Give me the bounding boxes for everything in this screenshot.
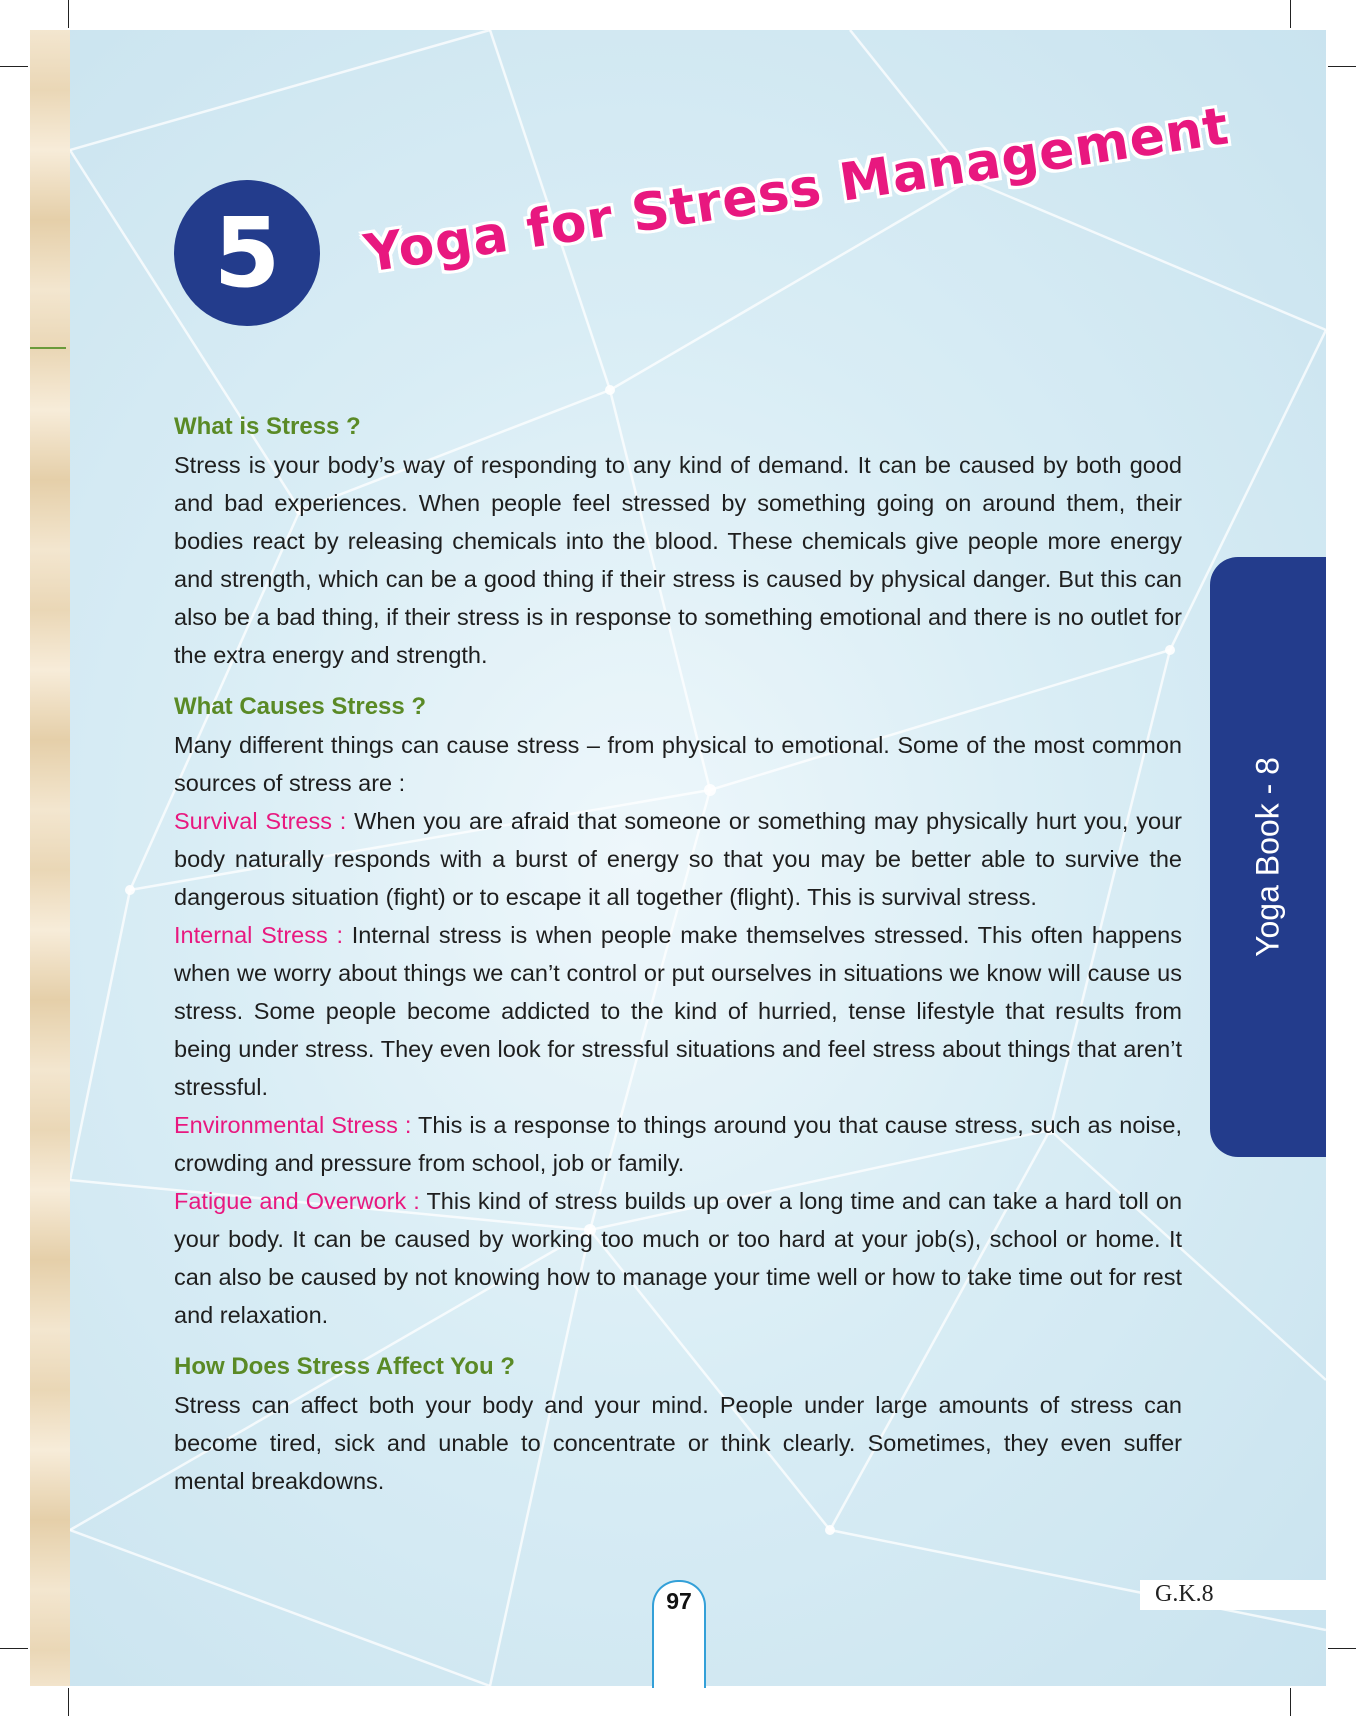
crop-mark xyxy=(1328,1648,1356,1649)
cause-item-fatigue xyxy=(174,1182,1182,1334)
paragraph-how-stress-affects: Stress can affect both your body and your mind. People under large amounts of stress can become tired, sick and unable to concentrate or think clearly. Sometimes, they even suffer mental breakdowns. xyxy=(174,1392,1182,1494)
heading-what-is-stress: What is Stress ? xyxy=(174,413,361,440)
wood-margin-strip xyxy=(30,30,70,1686)
cause-item-internal xyxy=(174,916,1182,1106)
cause-term: Environmental Stress : xyxy=(174,1112,412,1138)
crop-mark xyxy=(0,66,28,67)
chapter-number: 5 xyxy=(213,197,281,309)
cause-text: Internal stress is when people make themselves stressed. This often happens when we worry about things we can’t control or put ourselves in situations we know will cause us stress. Some people become addicted to the kind of hurried, tense lifestyle that results from being under stress. They even look for stressful situations and feel stress about things that aren’t stressful. xyxy=(174,922,1182,1100)
cause-text: When you are afraid that someone or something may physically hurt you, your body naturally responds with a burst of energy so that you may be better able to survive the dangerous situation (fight) or to escape it all together (flight). This is survival stress. xyxy=(174,808,1182,910)
margin-rule xyxy=(30,347,66,349)
side-tab-label: Yoga Book - 8 xyxy=(1249,757,1286,957)
crop-mark xyxy=(68,1688,69,1716)
chapter-title: Yoga for Stress Management xyxy=(360,96,1233,285)
heading-how-stress-affects: How Does Stress Affect You ? xyxy=(174,1353,515,1380)
paragraph-what-is-stress: Stress is your body’s way of responding to any kind of demand. It can be caused by both good and bad experiences. When people feel stressed by something going on around them, their bodies react by releasing chemicals into the blood. These chemicals give people more energy and strength, which can be a good thing if their stress is caused by physical danger. But this can also be a bad thing, if their stress is in response to something emotional and there is no outlet for the extra energy and strength. xyxy=(174,452,1182,668)
cause-term: Fatigue and Overwork : xyxy=(174,1188,420,1214)
book-code: G.K.8 xyxy=(1155,1581,1214,1607)
cause-text: This is a response to things around you that cause stress, such as noise, crowding and pressure from school, job or family. xyxy=(174,1112,1182,1176)
crop-mark xyxy=(68,0,69,28)
cause-item-environmental xyxy=(174,1106,1182,1182)
chapter-number-badge xyxy=(174,180,320,326)
cause-item-survival xyxy=(174,802,1182,916)
cause-term: Survival Stress : xyxy=(174,808,347,834)
cause-term: Internal Stress : xyxy=(174,922,343,948)
crop-mark xyxy=(0,1648,28,1649)
crop-mark xyxy=(1290,1688,1291,1716)
crop-mark xyxy=(1290,0,1291,28)
crop-mark xyxy=(1328,66,1356,67)
page-content xyxy=(174,408,1182,1500)
cause-text: This kind of stress builds up over a long time and can take a hard toll on your body. It can be caused by working too much or too hard at your job(s), school or home. It can also be caused by not knowing how to manage your time well or how to take time out for rest and relaxation. xyxy=(174,1188,1183,1328)
heading-what-causes-stress: What Causes Stress ? xyxy=(174,693,427,720)
paragraph-causes-intro: Many different things can cause stress – from physical to emotional. Some of the most common sources of stress are : xyxy=(174,732,1182,796)
page-number: 97 xyxy=(666,1588,692,1614)
